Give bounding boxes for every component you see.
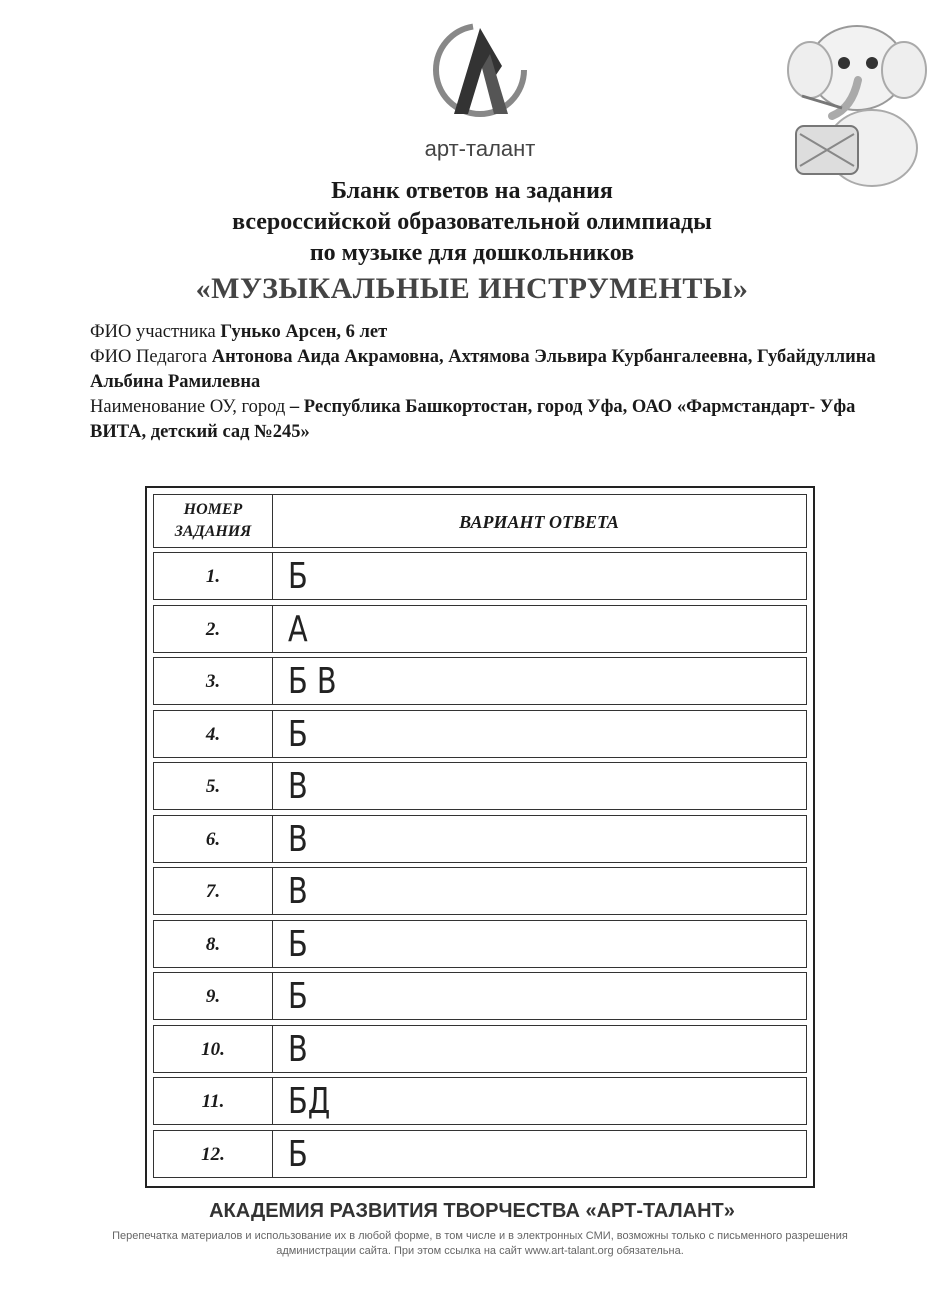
header-number: НОМЕР ЗАДАНИЯ — [154, 495, 273, 547]
handwritten-answer: Б В — [288, 661, 337, 702]
org-value: – Республика Башкортостан, город Уфа, ОАО «Фармстандарт- Уфа ВИТА, детский сад №245» — [90, 397, 856, 442]
task-number: 12. — [154, 1131, 273, 1177]
art-talant-logo-icon — [432, 18, 528, 130]
elephant-drummer-icon — [782, 8, 932, 196]
answer-cell — [272, 711, 806, 757]
handwritten-answer: Б — [288, 1133, 308, 1175]
table-row — [153, 605, 807, 653]
header-line-1: Бланк ответов на задания — [331, 178, 613, 204]
task-number: 4. — [154, 711, 273, 757]
header-answer: ВАРИАНТ ОТВЕТА — [459, 512, 619, 532]
task-number: 1. — [154, 553, 273, 599]
answer-cell — [272, 816, 806, 862]
org-line — [90, 395, 900, 445]
org-label: Наименование ОУ, город — [90, 397, 290, 417]
participant-info — [90, 320, 900, 445]
handwritten-answer: В — [288, 766, 308, 807]
task-number: 10. — [154, 1026, 273, 1072]
answer-cell — [272, 763, 806, 809]
header-line-3: по музыке для дошкольников — [309, 240, 635, 266]
handwritten-answer: А — [288, 608, 308, 650]
table-row — [153, 552, 807, 600]
handwritten-answer: Б — [288, 976, 308, 1017]
table-row — [153, 1130, 807, 1178]
task-number: 3. — [154, 658, 273, 704]
answer-cell — [272, 1026, 806, 1072]
answer-cell — [272, 658, 806, 704]
handwritten-answer: В — [288, 1028, 308, 1070]
table-row — [153, 710, 807, 758]
table-header-row — [153, 494, 807, 548]
table-row — [153, 815, 807, 863]
answer-cell — [272, 868, 806, 914]
form-title: «МУЗЫКАЛЬНЫЕ ИНСТРУМЕНТЫ» — [195, 272, 749, 305]
handwritten-answer: В — [288, 818, 308, 860]
teacher-value: Антонова Аида Акрамовна, Ахтямова Эльвира Курбангалеевна, Губайдуллина Альбина Рамилевна — [90, 347, 876, 392]
handwritten-answer: Б — [288, 713, 308, 755]
handwritten-answer: Б — [288, 556, 308, 597]
table-row — [153, 1077, 807, 1125]
participant-value: Гунько Арсен, 6 лет — [220, 322, 388, 342]
table-row — [153, 972, 807, 1020]
task-number: 5. — [154, 763, 273, 809]
teacher-label: ФИО Педагога — [90, 347, 212, 367]
task-number: 2. — [154, 606, 273, 652]
task-number: 6. — [154, 816, 273, 862]
copyright-notice: Перепечатка материалов и использование их в любой форме, в том числе и в электронных СМИ, возможны только с письменного разрешения администрации сайта. При этом ссылка на сайт www.art-talant.org обязательна. — [112, 1230, 848, 1257]
handwritten-answer: Б — [288, 923, 308, 965]
answer-cell — [272, 921, 806, 967]
handwritten-answer: В — [288, 871, 308, 912]
academy-name: АКАДЕМИЯ РАЗВИТИЯ ТВОРЧЕСТВА «АРТ-ТАЛАНТ» — [209, 1200, 735, 1222]
task-number: 8. — [154, 921, 273, 967]
answer-table — [145, 486, 815, 1188]
table-row — [153, 867, 807, 915]
table-row — [153, 920, 807, 968]
handwritten-answer: БД — [288, 1081, 331, 1122]
participant-label: ФИО участника — [90, 322, 221, 342]
task-number: 11. — [154, 1078, 273, 1124]
answer-cell — [272, 1078, 806, 1124]
task-number: 7. — [154, 868, 273, 914]
table-row — [153, 1025, 807, 1073]
answer-cell — [272, 553, 806, 599]
table-row — [153, 762, 807, 810]
answer-cell — [272, 1131, 806, 1177]
table-row — [153, 657, 807, 705]
answer-cell — [272, 973, 806, 1019]
header-line-2: всероссийской образовательной олимпиады — [232, 209, 712, 235]
participant-line — [90, 320, 900, 345]
teacher-line — [90, 345, 900, 395]
task-number: 9. — [154, 973, 273, 1019]
answer-cell — [272, 606, 806, 652]
form-header — [0, 176, 944, 307]
logo-text: арт-талант — [424, 136, 536, 161]
